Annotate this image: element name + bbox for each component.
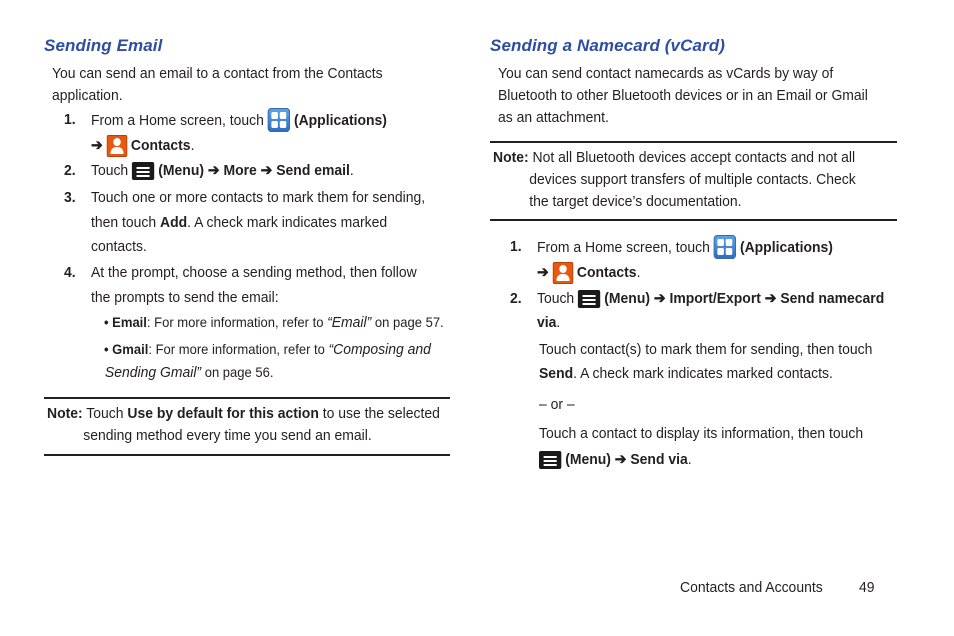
menu-icon[interactable] [578, 290, 600, 308]
note-box: Note: Touch Use by default for this action to use the selected sending method every time you send an email. [47, 405, 440, 444]
arrow-icon: ➔ [653, 290, 666, 307]
arrow-icon: ➔ [536, 264, 549, 281]
note-box: Note: Not all Bluetooth devices accept contacts and not all devices support transfers of multiple contacts. Check the target device’s documentation. [493, 149, 856, 210]
step-1: 1. From a Home screen, touch (Applications) ➔ Contacts. [510, 236, 901, 284]
contacts-icon[interactable] [553, 262, 573, 284]
note-top-rule [490, 141, 897, 143]
footer-section-title: Contacts and Accounts [680, 579, 823, 596]
sending-namecard-heading: Sending a Namecard (vCard) [490, 36, 725, 55]
page-number: 49 [859, 579, 875, 596]
arrow-icon: ➔ [614, 451, 627, 468]
menu-icon[interactable] [539, 451, 561, 469]
or-separator: – or – [539, 396, 575, 413]
arrow-icon: ➔ [207, 162, 220, 179]
intro-paragraph: You can send an email to a contact from the Contacts application. [52, 65, 383, 104]
step-3: 3. Touch one or more contacts to mark them for sending, then touch Add. A check mark indicates marked contacts. [64, 189, 426, 255]
sending-email-heading: Sending Email [44, 36, 163, 55]
note-label: Note: [493, 149, 529, 166]
note-top-rule [44, 397, 450, 399]
note-label: Note: [47, 405, 83, 422]
bullet-gmail: • Gmail: For more information, refer to “Composing and Sending Gmail” on page 56. [104, 341, 431, 381]
note-bottom-rule [44, 454, 450, 456]
note-bottom-rule [490, 219, 897, 221]
display-contact-paragraph: Touch a contact to display its information, then touch (Menu) ➔ Send via. [539, 425, 864, 468]
arrow-icon: ➔ [764, 290, 777, 307]
mark-contacts-paragraph: Touch contact(s) to mark them for sending, then touch Send. A check mark indicates marked contacts. [539, 341, 873, 382]
composing-gmail-link[interactable]: “Composing and [328, 341, 431, 358]
applications-icon[interactable] [714, 235, 736, 259]
step-4: 4. At the prompt, choose a sending method, then follow the prompts to send the email: [64, 264, 417, 306]
arrow-icon: ➔ [260, 162, 273, 179]
applications-icon[interactable] [268, 108, 290, 132]
bullet-email: • Email: For more information, refer to “Email” on page 57. [104, 314, 444, 331]
composing-gmail-link-cont[interactable]: Sending Gmail” [104, 364, 202, 381]
namecard-intro: You can send contact namecards as vCards by way of Bluetooth to other Bluetooth devices or in an Email or Gmail as an attachment. [498, 65, 868, 126]
arrow-icon: ➔ [90, 137, 103, 154]
step-2: 2. Touch (Menu) ➔ Import/Export ➔ Send namecard via. [510, 290, 885, 331]
step-2: 2. Touch (Menu) ➔ More ➔ Send email. [64, 162, 354, 179]
menu-icon[interactable] [132, 162, 154, 180]
step-1: 1. From a Home screen, touch (Applications) ➔ Contacts. [64, 109, 455, 157]
email-link[interactable]: “Email” [327, 314, 372, 331]
contacts-icon[interactable] [107, 135, 127, 157]
